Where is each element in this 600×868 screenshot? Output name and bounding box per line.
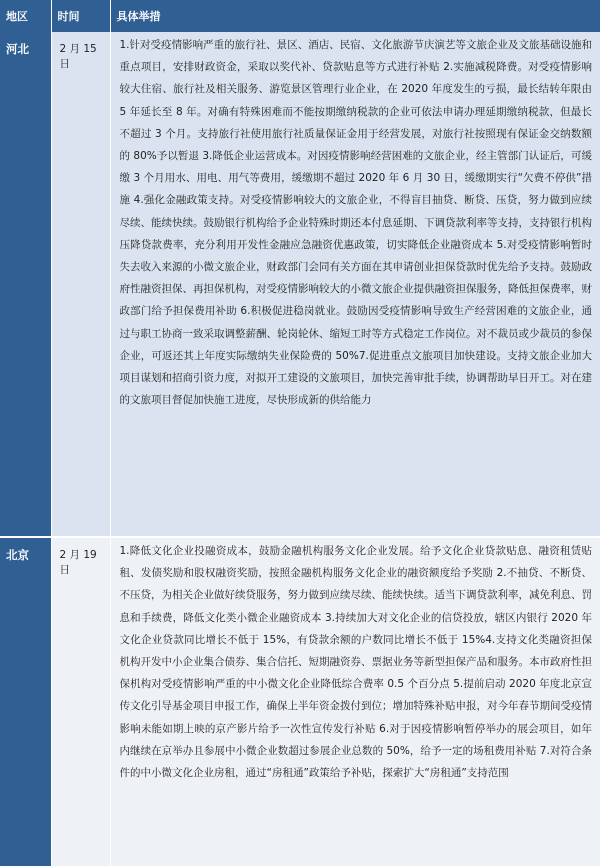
- header-time: 时间: [51, 0, 110, 32]
- header-region: 地区: [0, 0, 51, 32]
- table-row: [0, 537, 600, 867]
- date-cell: 2 月 19 日: [51, 537, 110, 867]
- date-cell: 2 月 15 日: [51, 32, 110, 537]
- measures-cell: 1.降低文化企业投融资成本，鼓励金融机构服务文化企业发展。给予文化企业贷款贴息、融资租赁贴租、发债奖励和股权融资奖励，按照金融机构服务文化企业的融资额度给予奖励 2.不抽贷、不断贷、不压贷，为相关企业做好续贷服务，努力做到应续尽续、能续快续。适当下调贷款利率，减免利息、罚息和手续费，降低文化类小微企业融资成本 3.持续加大对文化企业的信贷投放，辖区内银行 2020 年文化企业贷款同比增长不低于 15%，有贷款余额的户数同比增长不低于 15%4.支持文化类融资担保机构开发中小企业集合债券、集合信托、短期融资券、票据业务等新型担保产品和服务。本市政府性担保机构对受疫情影响严重的中小微文化企业降低综合费率 0.5 个百分点 5.提前启动 2020 年度北京宣传文化引导基金项目申报工作，确保上半年资金拨付到位；增加特殊补贴申报，对今年春节期间受疫情影响未能如期上映的京产影片给予一次性宣传发行补贴 6.对于因疫情影响暂停举办的展会项目，如年内继续在京举办且参展中小微企业数超过参展企业总数的 50%，给予一定的场租费用补贴 7.对符合条件的中小微文化企业房租，通过“房租通”政策给予补贴，探索扩大“房租通”支持范围: [110, 537, 600, 867]
- measures-cell: 1.针对受疫情影响严重的旅行社、景区、酒店、民宿、文化旅游节庆演艺等文旅企业及文旅基础设施和重点项目，安排财政资金，采取以奖代补、贷款贴息等方式进行补贴 2.实施减税降费。对受疫情影响较大住宿、旅行社及相关服务、游览景区管理行业企业，在 2020 年度发生的亏损，最长结转年限由 5 年延长至 8 年。对确有特殊困难而不能按期缴纳税款的企业可依法申请办理延期缴纳税款，但最长不超过 3 个月。支持旅行社使用旅行社质量保证金用于经营发展，对旅行社按照现有保证金交纳数额的 80%予以暂退 3.降低企业运营成本。对因疫情影响经营困难的文旅企业，经主管部门认证后，可缓缴 3 个月用水、用电、用气等费用，缓缴期不超过 2020 年 6 月 30 日，缓缴期实行“欠费不停供”措施 4.强化金融政策支持。对受疫情影响较大的文旅企业，不得盲目抽贷、断贷、压贷，努力做到应续尽续、能续快续。鼓励银行机构给予企业特殊时期还本付息延期、下调贷款利率等支持，支持银行机构压降贷款费率，充分利用开发性金融应急融资优惠政策，切实降低企业融资成本 5.对受疫情影响暂时失去收入来源的小微文旅企业，财政部门会同有关方面在其申请创业担保贷款时优先给予支持。鼓励政府性融资担保、再担保机构，对受疫情影响较大的小微文旅企业提供融资担保服务，降低担保费率，财政部门给予担保费用补助 6.积极促进稳岗就业。鼓励因受疫情影响导致生产经营困难的文旅企业，通过与职工协商一致采取调整薪酬、轮岗轮休、缩短工时等方式稳定工作岗位。对不裁员或少裁员的参保企业，可返还其上年度实际缴纳失业保险费的 50%7.促进重点文旅项目加快建设。支持文旅企业加大项目谋划和招商引资力度，对拟开工建设的文旅项目，加快完善审批手续，协调帮助早日开工。对在建的文旅项目督促加快施工进度，尽快形成新的供给能力: [110, 32, 600, 537]
- region-cell: 北京: [0, 537, 51, 867]
- table-row: [0, 32, 600, 537]
- region-cell: 河北: [0, 32, 51, 537]
- header-measures: 具体举措: [110, 0, 600, 32]
- table-header-row: [0, 0, 600, 32]
